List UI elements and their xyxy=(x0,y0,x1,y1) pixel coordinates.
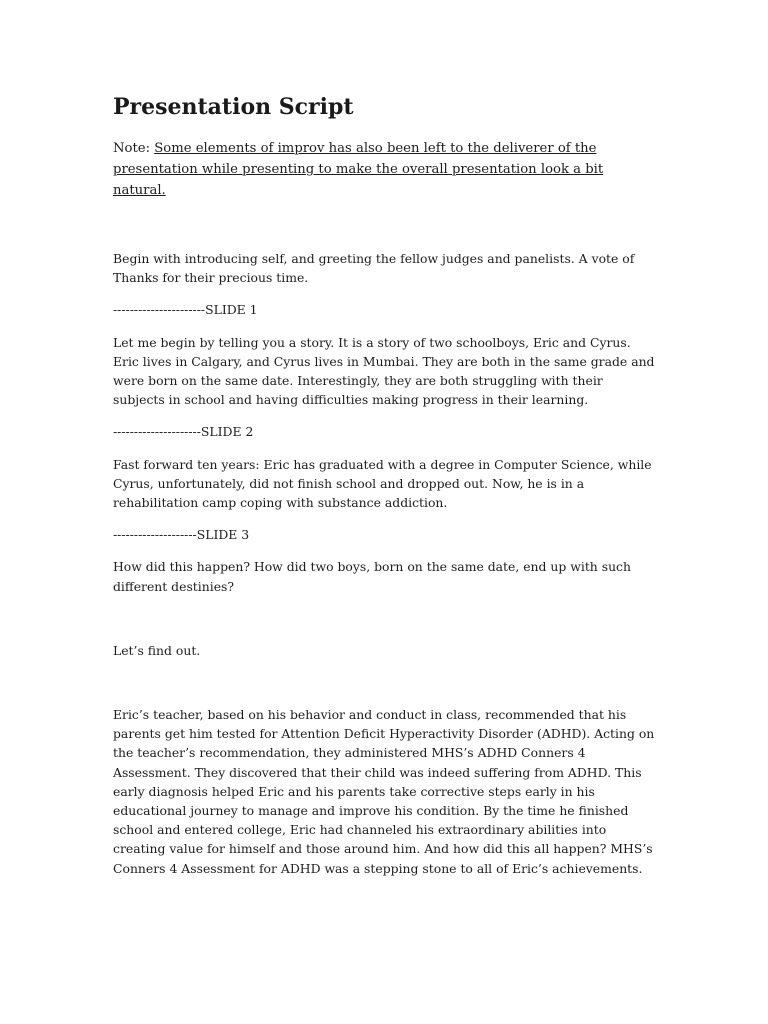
question-paragraph: How did this happen? How did two boys, born on the same date, end up with such different destinies? xyxy=(113,559,631,594)
note-text: Some elements of improv has also been left to the deliverer of the presentation while presenting to make the overall presentation look a bit natural. xyxy=(113,141,604,198)
document-body xyxy=(113,92,658,878)
find-out-paragraph: Let’s find out. xyxy=(113,642,201,658)
page-title: Presentation Script xyxy=(113,94,354,120)
fast-forward-paragraph: Fast forward ten years: Eric has graduated with a degree in Computer Science, while Cyrus, unfortunately, did not finish school and dropped out. Now, he is in a rehabilitation camp coping with substance addiction. xyxy=(113,456,652,511)
note-line xyxy=(113,138,658,201)
slide-3-marker: --------------------SLIDE 3 xyxy=(113,527,250,543)
story-paragraph: Let me begin by telling you a story. It is a story of two schoolboys, Eric and Cyrus. Eric lives in Calgary, and Cyrus lives in Mumbai. They are both in the same grade and were born on the same date. Interestingly, they are both struggling with their subjects in school and having difficulties making progress in their learning. xyxy=(113,334,655,408)
eric-story-paragraph: Eric’s teacher, based on his behavior and conduct in class, recommended that his parents get him tested for Attention Deficit Hyperactivity Disorder (ADHD). Acting on the teacher’s recommendation, they administered MHS’s ADHD Conners 4 Assessment. They discovered that their child was indeed suffering from ADHD. This early diagnosis helped Eric and his parents take corrective steps early in his educational journey to manage and improve his condition. By the time he finished school and entered college, Eric had channeled his extraordinary abilities into creating value for himself and those around him. And how did this all happen? MHS’s Conners 4 Assessment for ADHD was a stepping stone to all of Eric’s achievements. xyxy=(113,707,655,876)
slide-2-marker: ---------------------SLIDE 2 xyxy=(113,424,254,440)
intro-paragraph: Begin with introducing self, and greeting the fellow judges and panelists. A vote of Thanks for their precious time. xyxy=(113,251,635,286)
slide-1-marker: ----------------------SLIDE 1 xyxy=(113,302,258,318)
note-label: Note: xyxy=(113,141,155,156)
